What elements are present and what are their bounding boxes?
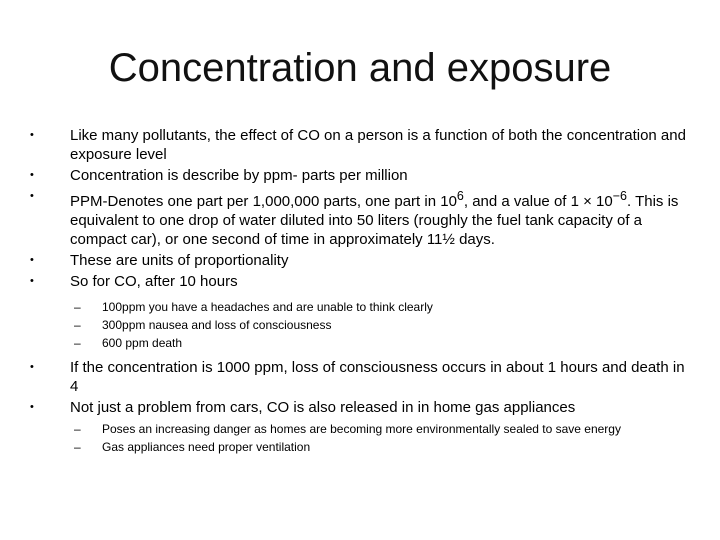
dash-icon: – — [74, 336, 81, 350]
bullet-icon: • — [30, 129, 34, 141]
bullet-item — [30, 398, 690, 417]
bullet-icon: • — [30, 401, 34, 413]
dash-icon: – — [74, 318, 81, 332]
slide-title: Concentration and exposure — [108, 46, 612, 90]
bullet-item — [30, 272, 690, 291]
co-effects-sublist — [30, 299, 690, 352]
bullet-text: Like many pollutants, the effect of CO on a person is a function of both the concentration and exposure level — [70, 127, 686, 163]
bullet-item — [30, 358, 690, 396]
bullet-text: So for CO, after 10 hours — [70, 273, 238, 290]
bullet-icon: • — [30, 254, 34, 266]
sub-bullet-text: Poses an increasing danger as homes are becoming more environmentally sealed to save energy — [102, 422, 621, 436]
bullet-item — [30, 187, 690, 249]
dash-icon: – — [74, 300, 81, 314]
bullet-text: If the concentration is 1000 ppm, loss of consciousness occurs in about 1 hours and death in 4 — [70, 359, 685, 395]
dash-icon: – — [74, 440, 81, 454]
bullet-text: Concentration is describe by ppm- parts per million — [70, 167, 408, 184]
sub-bullet-text: Gas appliances need proper ventilation — [102, 440, 311, 454]
bullet-item — [30, 126, 690, 164]
sub-bullet-item — [30, 439, 690, 456]
bullet-icon: • — [30, 361, 34, 373]
sub-bullet-item — [30, 421, 690, 438]
ppm-definition-text: PPM-Denotes one part per 1,000,000 parts, one part in $10^6$, and a value of $1 \times 10^{-6}$. This is equivalent to one drop of water diluted into 50 liters (roughly the fuel tank capacity of a compact car), or one second of time in approximately 11½ days. — [70, 189, 679, 248]
sub-bullet-text: 600 ppm death — [102, 336, 183, 350]
bullet-icon: • — [30, 275, 34, 287]
sub-bullet-text: 100ppm you have a headaches and are unable to think clearly — [102, 300, 433, 314]
bullet-item — [30, 166, 690, 185]
gas-appliances-sublist — [30, 421, 690, 456]
bullet-icon: • — [30, 190, 34, 202]
sub-bullet-item — [30, 335, 690, 352]
sub-bullet-item — [30, 317, 690, 334]
bullet-text: These are units of proportionality — [70, 252, 289, 269]
sub-bullet-item — [30, 299, 690, 316]
slide-content — [30, 126, 690, 457]
bullet-text: Not just a problem from cars, CO is also released in in home gas appliances — [70, 399, 576, 416]
bullet-item — [30, 251, 690, 270]
sub-bullet-text: 300ppm nausea and loss of consciousness — [102, 318, 332, 332]
bullet-icon: • — [30, 169, 34, 181]
dash-icon: – — [74, 422, 81, 436]
